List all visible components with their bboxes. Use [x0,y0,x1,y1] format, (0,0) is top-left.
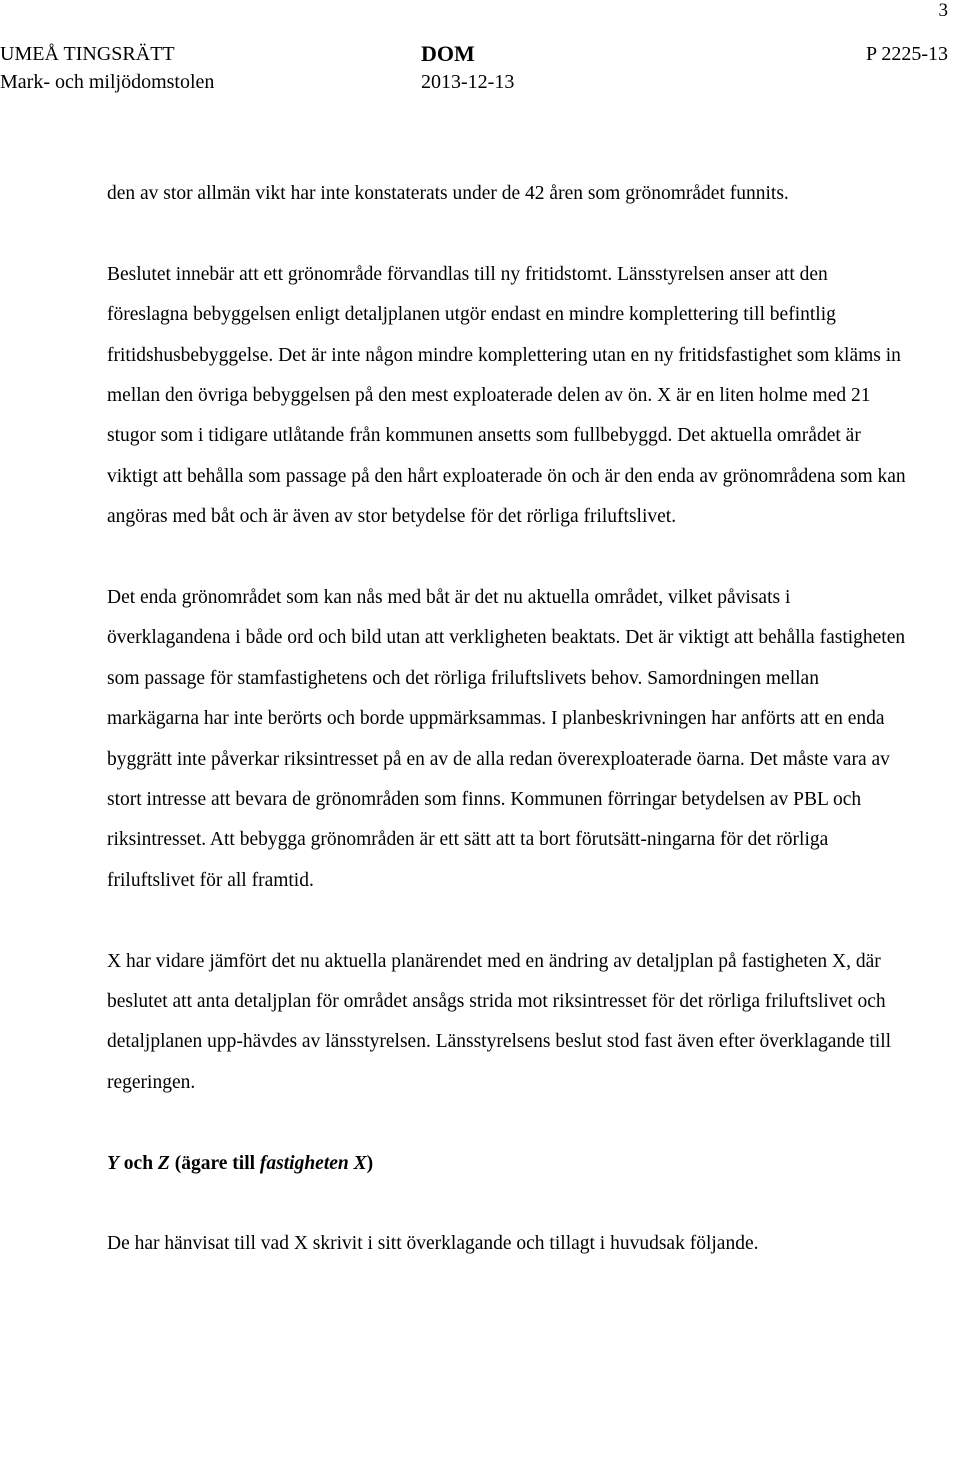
document-body [107,174,907,1265]
court-name: UMEÅ TINGSRÄTT [0,43,175,65]
paragraph-continuation: den av stor allmän vikt har inte konstaterats under de 42 åren som grönområdet funnits. [107,183,789,204]
subheading-name-z: Z [157,1152,170,1174]
paragraph-final: De har hänvisat till vad X skrivit i sitt överklagande och tillagt i huvudsak följande. [107,1233,759,1255]
subheading-och: och [118,1152,158,1174]
document-type-block [421,40,514,96]
paragraph-decision: Beslutet innebär att ett grönområde förvandlas till ny fritidstomt. Länsstyrelsen anser att den föreslagna bebyggelsen enligt detaljplanen utgör endast en mindre komplettering till befintlig fritidshusbebyggelse. Det är inte någon mindre komplettering utan en ny fritidsfastighet som kläms in mellan den övriga bebyggelsen på den mest exploaterade delen av ön. X är en liten holme med 21 stugor som i tidigare utlåtande från kommunen ansetts som fullbebyggd. Det aktuella området är viktigt att behålla som passage på den hårt exploaterade ön och är den enda av grönområdena som kan angöras med båt och är även av stor betydelse för det rörliga friluftslivet. [107,263,906,528]
document-date: 2013-12-13 [421,71,515,93]
case-number: P 2225-13 [865,43,948,65]
subheading-owner-prefix: (ägare till [169,1152,260,1174]
document-header [0,40,960,100]
page-number: 3 [938,0,948,21]
paragraph-comparison: X har vidare jämfört det nu aktuella planärendet med en ändring av detaljplan på fastigheten X, där beslutet att anta detaljplan för området ansågs strida mot riksintresset för det rörliga friluftslivet och detaljplanen upp-hävdes av länsstyrelsen. Länsstyrelsens beslut stod fast även efter överklagande till regeringen. [107,950,892,1093]
subheading-name-y: Y [107,1152,119,1174]
subheading-owner-suffix: ) [366,1152,374,1174]
document-type: DOM [421,41,475,66]
court-division: Mark- och miljödomstolen [0,71,215,93]
section-subheading [107,1144,907,1184]
court-block [0,40,214,96]
subheading-owner-object: fastigheten X [259,1152,367,1174]
paragraph-green-area: Det enda grönområdet som kan nås med båt är det nu aktuella området, vilket påvisats i överklagandena i både ord och bild utan att verkligheten beaktats. Det är viktigt att behålla fastigheten som passage för stamfastighetens och det rörliga friluftslivets behov. Samordningen mellan markägarna har inte berörts och borde uppmärksammas. I planbeskrivningen har anförts att en enda byggrätt inte påverkar riksintresset på en av de alla redan överexploaterade öarna. Det måste vara av stort intresse att bevara de grönområden som finns. Kommunen förringar betydelsen av PBL och riksintresset. Att bebygga grönområden är ett sätt att ta bort förutsätt-ningarna för det rörliga friluftslivet för all framtid. [107,587,906,891]
